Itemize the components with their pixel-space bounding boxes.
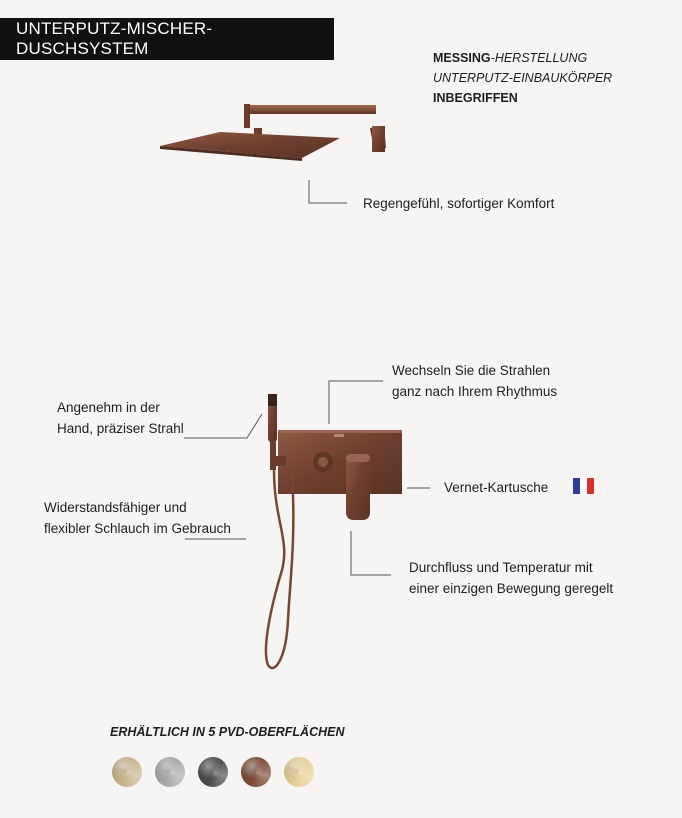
callout-cartridge-text: Vernet-Kartusche bbox=[444, 480, 549, 495]
callout-flow-line-2: einer einzigen Bewegung geregelt bbox=[409, 581, 614, 596]
intro-line-3-text: INBEGRIFFEN bbox=[433, 91, 518, 105]
intro-bold: MESSING bbox=[433, 51, 491, 65]
page-title: UNTERPUTZ-MISCHER-DUSCHSYSTEM bbox=[16, 19, 213, 58]
callout-hand-line-2: Hand, präziser Strahl bbox=[57, 421, 184, 436]
callout-rain bbox=[363, 193, 554, 214]
intro-italic: -HERSTELLUNG bbox=[490, 51, 588, 65]
callout-rain-text: Regengefühl, sofortiger Komfort bbox=[363, 196, 555, 211]
flag-white bbox=[580, 478, 587, 494]
french-flag-icon bbox=[573, 478, 594, 494]
callout-hose-line-2: flexibler Schlauch im Gebrauch bbox=[44, 521, 231, 536]
callout-flow bbox=[409, 557, 613, 599]
intro-line-2-text: UNTERPUTZ-EINBAUKÖRPER bbox=[433, 71, 613, 85]
finish-swatch-copper-bronze[interactable] bbox=[241, 757, 271, 787]
callout-hand bbox=[57, 397, 184, 439]
rain-shower-head bbox=[160, 128, 340, 161]
flag-red bbox=[587, 478, 594, 494]
callout-hose bbox=[44, 497, 231, 539]
mixer-plate bbox=[278, 430, 402, 494]
finishes-title: ERHÄLTLICH IN 5 PVD-OBERFLÄCHEN bbox=[110, 725, 345, 739]
finish-swatch-brushed-brass[interactable] bbox=[112, 757, 142, 787]
callout-jets bbox=[392, 360, 557, 402]
flexible-hose bbox=[266, 470, 293, 668]
callout-jets-line-2: ganz nach Ihrem Rhythmus bbox=[392, 384, 558, 399]
callout-jets-line-1: Wechseln Sie die Strahlen bbox=[392, 363, 551, 378]
finish-swatch-light-gold[interactable] bbox=[284, 757, 314, 787]
callout-hand-line-1: Angenehm in der bbox=[57, 400, 160, 415]
finish-swatch-gunmetal[interactable] bbox=[198, 757, 228, 787]
finish-swatch-brushed-steel[interactable] bbox=[155, 757, 185, 787]
mixer-lever bbox=[346, 454, 370, 520]
flag-blue bbox=[573, 478, 580, 494]
callout-cartridge bbox=[444, 477, 548, 498]
callout-flow-line-1: Durchfluss und Temperatur mit bbox=[409, 560, 593, 575]
callout-hose-line-1: Widerstandsfähiger und bbox=[44, 500, 187, 515]
